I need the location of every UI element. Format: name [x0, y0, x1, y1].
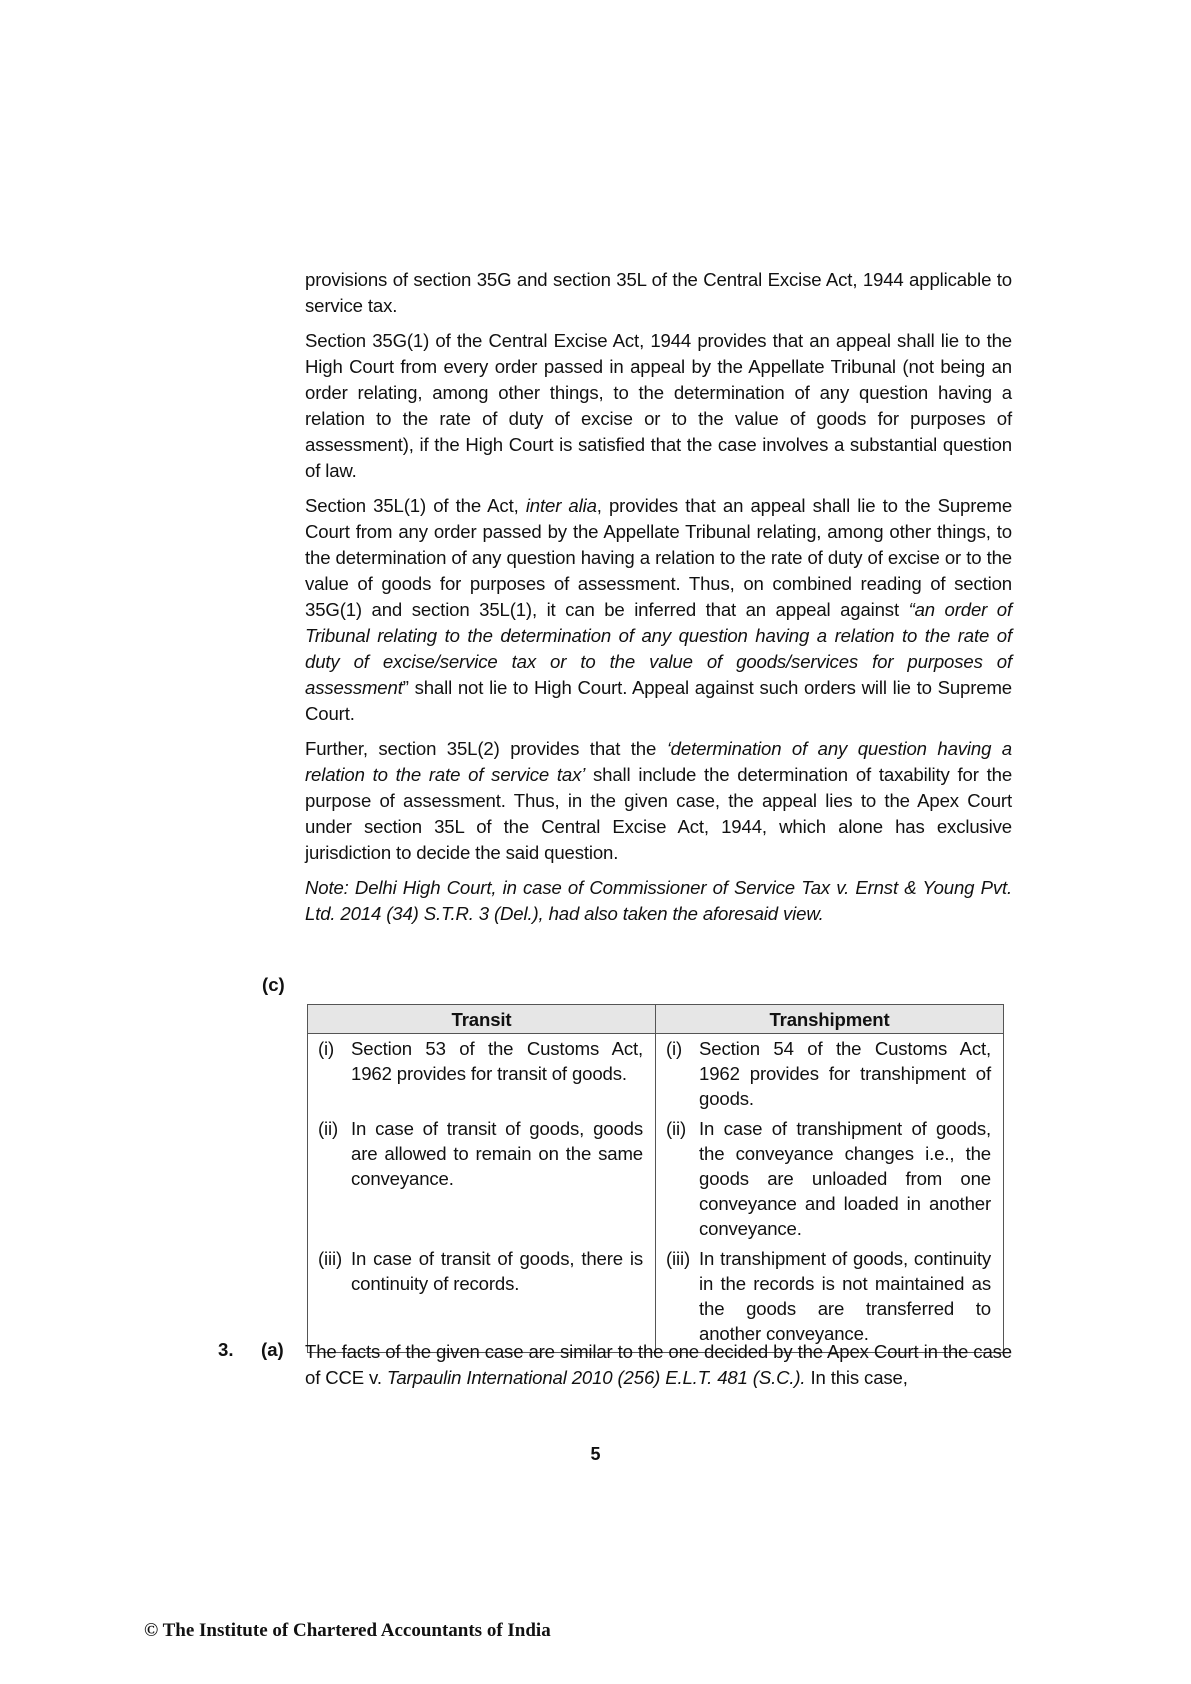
text-run: Further, section 35L(2) provides that the [305, 738, 667, 759]
paragraph-section-35l2 [305, 736, 1012, 866]
table-cell [308, 1244, 656, 1353]
item-number: (i) [318, 1038, 335, 1059]
item-text: In transhipment of goods, continuity in the records is not maintained as the goods are transferred to another conveyance. [699, 1248, 991, 1344]
text-run: In this case, [805, 1367, 908, 1388]
note-text: Note: Delhi High Court, in case of Commissioner of Service Tax v. Ernst & Young Pvt. Ltd. 2014 (34) S.T.R. 3 (Del.), had also taken the aforesaid view. [305, 877, 1012, 924]
italic-quote: “an order of Tribunal relating to the determination of any question having a relation to the rate of duty of excise/service tax or to the value of goods/services for purposes of assessment [305, 599, 1012, 698]
case-citation: Tarpaulin International 2010 (256) E.L.T. 481 (S.C.). [386, 1367, 806, 1388]
question-3a-text [305, 1339, 1012, 1391]
item-number: (iii) [318, 1248, 343, 1269]
paragraph-section-35g: Section 35G(1) of the Central Excise Act, 1944 provides that an appeal shall lie to the High Court from every order passed in appeal by the Appellate Tribunal (not being an order relating, among other things, to the determination of any question having a relation to the rate of duty of excise or to the value of goods for purposes of assessment), if the High Court is satisfied that the case involves a substantial question of law. [305, 330, 1012, 481]
text-run: Section 35L(1) of the Act, [305, 495, 526, 516]
item-text: Section 53 of the Customs Act, 1962 provides for transit of goods. [351, 1038, 643, 1084]
table-cell [308, 1114, 656, 1244]
item-number: (ii) [666, 1118, 687, 1139]
item-text: Section 54 of the Customs Act, 1962 provides for transhipment of goods. [699, 1038, 991, 1109]
italic-run: inter alia [525, 495, 597, 516]
page-number: 5 [590, 1444, 601, 1464]
table-cell [656, 1034, 1004, 1115]
text-run: , provides that an appeal shall lie to the Supreme Court from any order passed by the Appellate Tribunal relating, among other things, to the determination of any question having a relation to the rate of duty of excise or to the value of goods for purposes of assessment. Thus, on combined reading of section 35G(1) and section 35L(1), it can be inferred that an appeal against [305, 495, 1013, 620]
part-c-label: (c) [262, 974, 285, 995]
paragraph-section-35l [305, 493, 1012, 727]
table-cell [656, 1244, 1004, 1353]
item-text: In case of transhipment of goods, the conveyance changes i.e., the goods are unloaded from one conveyance and loaded in another conveyance. [699, 1118, 991, 1239]
text-run: The facts of the given case are similar to the one decided by the Apex Court in the case of CCE v. [305, 1341, 1012, 1388]
item-text: In case of transit of goods, goods are allowed to remain on the same conveyance. [351, 1118, 643, 1189]
answer-body [305, 267, 1012, 936]
question-part-label: (a) [261, 1339, 284, 1360]
header-transit: Transit [308, 1005, 656, 1034]
header-transhipment: Transhipment [656, 1005, 1004, 1034]
italic-quote: ‘determination of any question having a relation to the rate of service tax’ [305, 738, 1012, 785]
paragraph-provisions: provisions of section 35G and section 35L of the Central Excise Act, 1944 applicable to service tax. [305, 269, 1012, 316]
item-text: In case of transit of goods, there is continuity of records. [351, 1248, 643, 1294]
footer-copyright: © The Institute of Chartered Accountants of India [144, 1620, 551, 1641]
table-row [308, 1034, 1004, 1115]
table-cell [656, 1114, 1004, 1244]
table-row [308, 1244, 1004, 1353]
question-number: 3. [218, 1339, 234, 1360]
text-run: ” shall not lie to High Court. Appeal against such orders will lie to Supreme Court. [305, 677, 1012, 724]
table-cell [308, 1034, 656, 1115]
item-number: (i) [666, 1038, 683, 1059]
transit-transhipment-table [307, 1004, 1004, 1353]
table-row [308, 1114, 1004, 1244]
item-number: (ii) [318, 1118, 339, 1139]
text-run: shall include the determination of taxability for the purpose of assessment. Thus, in the given case, the appeal lies to the Apex Court under section 35L of the Central Excise Act, 1944, which alone has exclusive jurisdiction to decide the said question. [305, 764, 1013, 863]
item-number: (iii) [666, 1248, 691, 1269]
note-paragraph [305, 875, 1012, 927]
